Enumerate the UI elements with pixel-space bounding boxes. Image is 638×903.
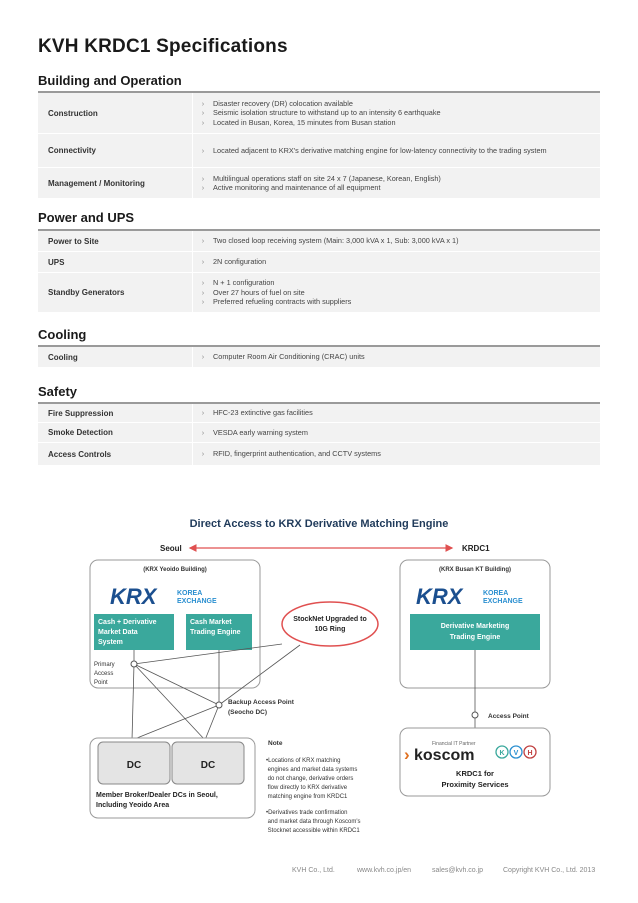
footer-url[interactable]: www.kvh.co.jp/en: [357, 867, 412, 874]
left-building-label: (KRX Yeoido Building): [143, 567, 207, 573]
svg-text:matching engine from KRDC1: matching engine from KRDC1: [266, 794, 348, 800]
svg-text:Backup Access Point: Backup Access Point: [228, 699, 294, 706]
diagram-title: Direct Access to KRX Derivative Matching Engine: [189, 518, 449, 530]
row-bullet: Two closed loop receiving system (Main: 3,000 kVA x 1, Sub: 3,000 kVA x 1): [213, 236, 459, 246]
svg-text:Access Point: Access Point: [488, 713, 529, 720]
row-bullet: Seismic isolation structure to withstand up to an intensity 6 earthquake: [213, 108, 441, 118]
section-heading-building: Building and Operation: [38, 73, 182, 88]
stocknet-ring: [282, 602, 378, 646]
svg-text:do not change, derivative orde: do not change, derivative orders: [266, 776, 354, 782]
row-bullet: Over 27 hours of fuel on site: [213, 287, 305, 297]
row-label: Standby Generators: [48, 288, 125, 297]
svg-text:V: V: [513, 750, 519, 757]
svg-text:•Locations of KRX matching: •Locations of KRX matching: [266, 758, 341, 764]
svg-text:System: System: [98, 639, 123, 646]
table-row: Management / Monitoring › Multilingual operations staff on site 24 x 7 (Japanese, Korean, English) › Active monitoring and maintenance of all equipment: [38, 168, 600, 199]
right-building-label: (KRX Busan KT Building): [439, 567, 511, 573]
table-row: Smoke Detection › VESDA early warning system: [38, 423, 600, 443]
derivative-marketing-box: [410, 614, 540, 650]
section-heading-power: Power and UPS: [38, 210, 135, 225]
footer-copyright: Copyright KVH Co., Ltd. 2013: [503, 867, 596, 874]
svg-text:KRDC1 for: KRDC1 for: [456, 769, 494, 778]
svg-text:DC: DC: [200, 760, 216, 771]
row-bullet: Multilingual operations staff on site 24 x 7 (Japanese, Korean, English): [213, 173, 441, 183]
krdc1-label: KRDC1: [462, 544, 490, 553]
table-row: Fire Suppression › HFC-23 extinctive gas facilities: [38, 404, 600, 423]
row-label: Fire Suppression: [48, 408, 114, 418]
backup-access-node: [216, 702, 222, 708]
svg-text:Proximity Services: Proximity Services: [441, 780, 509, 789]
row-bullet: VESDA early warning system: [213, 427, 308, 437]
svg-text:K: K: [499, 750, 505, 757]
svg-text:Cash + Derivative: Cash + Derivative: [98, 619, 157, 626]
svg-text:EXCHANGE: EXCHANGE: [483, 598, 523, 605]
table-row: Power to Site › Two closed loop receiving system (Main: 3,000 kVA x 1, Sub: 3,000 kVA x 1): [38, 231, 600, 252]
row-bullet: Preferred refueling contracts with suppliers: [213, 297, 352, 307]
svg-text:Cash Market: Cash Market: [190, 619, 232, 626]
svg-text:Financial IT Partner: Financial IT Partner: [432, 741, 476, 747]
row-bullet: Located adjacent to KRX's derivative matching engine for low-latency connectivity to the trading system: [213, 145, 547, 155]
svg-text:Access: Access: [94, 671, 114, 677]
svg-text:10G Ring: 10G Ring: [314, 626, 346, 633]
note-title: Note: [268, 740, 283, 747]
row-label: Cooling: [48, 352, 78, 362]
krx-logo: KRX: [110, 584, 157, 609]
access-point-node: [472, 712, 478, 718]
svg-text:Point: Point: [94, 680, 108, 686]
row-label: Construction: [48, 108, 98, 118]
row-label: Smoke Detection: [48, 428, 113, 437]
footer-email[interactable]: sales@kvh.co.jp: [432, 867, 484, 874]
svg-text:StockNet Upgraded to: StockNet Upgraded to: [293, 616, 367, 623]
row-bullet: N + 1 configuration: [213, 278, 275, 288]
svg-text:Derivative Marketing: Derivative Marketing: [440, 623, 510, 630]
row-label: Access Controls: [48, 449, 112, 459]
svg-text:Stocknet accessible within KRD: Stocknet accessible within KRDC1: [266, 828, 360, 834]
table-row: Access Controls › RFID, fingerprint authentication, and CCTV systems: [38, 443, 600, 466]
table-row: Connectivity › Located adjacent to KRX's derivative matching engine for low-latency connectivity to the trading system: [38, 134, 600, 168]
koscom-logo: koscom: [414, 747, 475, 764]
svg-text:engines and market data system: engines and market data systems: [266, 767, 358, 773]
row-bullet: Computer Room Air Conditioning (CRAC) units: [213, 352, 365, 362]
svg-text:KOREA: KOREA: [483, 590, 509, 597]
page-title: KVH KRDC1 Specifications: [38, 36, 288, 57]
svg-text:Member Broker/Dealer DCs in Se: Member Broker/Dealer DCs in Seoul,: [96, 792, 218, 799]
row-bullet: Disaster recovery (DR) colocation available: [213, 98, 353, 108]
table-row: Standby Generators › N + 1 configuration › Over 27 hours of fuel on site › Preferred refueling contracts with suppliers: [38, 273, 600, 313]
table-row: Construction › Disaster recovery (DR) colocation available › Seismic isolation structure to withstand up to an intensity 6 earthquake › Located in Busan, Korea, 15 minutes from Busan station: [38, 93, 600, 134]
row-label: Management / Monitoring: [48, 178, 145, 188]
row-bullet: 2N configuration: [213, 257, 267, 267]
svg-text:and market data through Koscom: and market data through Koscom's: [266, 819, 361, 825]
krx-logo: KRX: [416, 584, 463, 609]
table-row: Cooling › Computer Room Air Conditioning (CRAC) units: [38, 347, 600, 368]
row-bullet: HFC-23 extinctive gas facilities: [213, 408, 313, 418]
svg-text:Primary: Primary: [94, 662, 115, 668]
section-heading-safety: Safety: [38, 384, 78, 399]
row-label: UPS: [48, 257, 65, 267]
svg-text:H: H: [527, 750, 533, 757]
svg-text:(Seocho DC): (Seocho DC): [228, 709, 267, 716]
row-bullet: Active monitoring and maintenance of all equipment: [213, 183, 381, 192]
svg-text:DC: DC: [126, 760, 142, 771]
korea-exchange-1: KOREA: [177, 590, 203, 597]
svg-text:Including Yeoido Area: Including Yeoido Area: [96, 802, 170, 809]
koscom-chevron-icon: ›: [404, 745, 410, 764]
svg-text:Trading Engine: Trading Engine: [190, 629, 241, 636]
section-heading-cooling: Cooling: [38, 327, 87, 342]
svg-text:Trading Engine: Trading Engine: [449, 634, 501, 641]
row-bullet: RFID, fingerprint authentication, and CCTV systems: [213, 449, 381, 459]
svg-text:flow directly to KRX derivativ: flow directly to KRX derivative: [266, 785, 348, 791]
row-label: Connectivity: [48, 146, 97, 155]
row-bullet: Located in Busan, Korea, 15 minutes from Busan station: [213, 117, 396, 127]
primary-access-node: [131, 661, 137, 667]
korea-exchange-2: EXCHANGE: [177, 598, 217, 605]
svg-text:Market Data: Market Data: [98, 629, 138, 636]
row-label: Power to Site: [48, 236, 99, 246]
svg-text:•Derivatives trade confirmatio: •Derivatives trade confirmation: [266, 810, 348, 816]
table-row: UPS › 2N configuration: [38, 252, 600, 273]
seoul-label: Seoul: [160, 544, 182, 553]
footer-company: KVH Co., Ltd.: [292, 867, 335, 874]
